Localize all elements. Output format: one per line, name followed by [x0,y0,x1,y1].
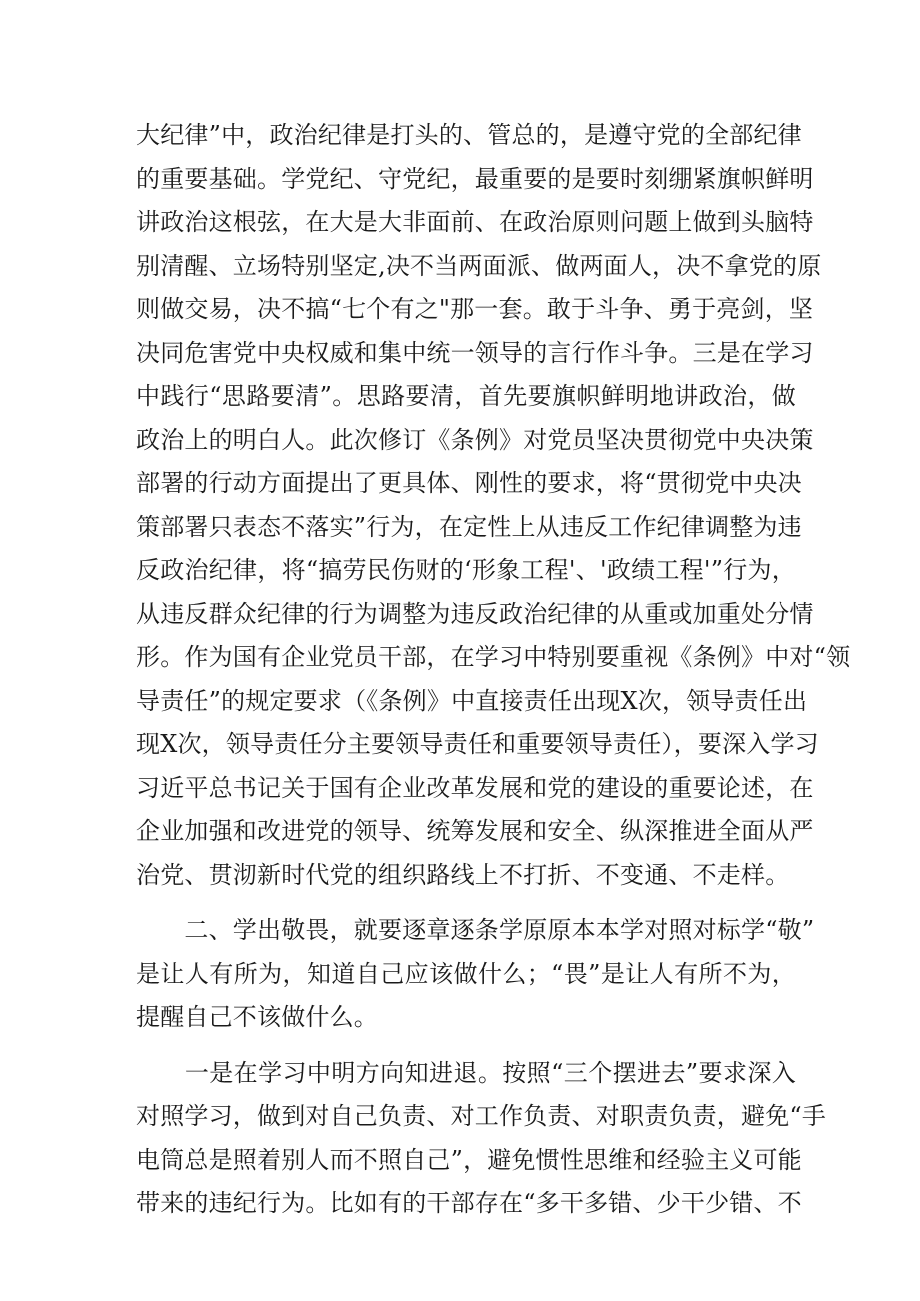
paragraph-spacer [136,897,796,909]
text-line: 现X次，领导责任分主要领导责任和重要领导责任），要深入学习 [136,730,819,758]
text-line: 中践行“思路要清”。思路要清，首先要旗帜鲜明地讲政治，做 [136,382,796,410]
text-line: 决同危害党中央权威和集中统一领导的言行作斗争。三是在学习 [136,338,814,367]
text-line: 一是在学习中明方向知进退。按照“三个摆进去”要求深入 [136,1058,796,1087]
text-line: 导责任”的规定要求（《条例》中直接责任出现X次，领导责任出 [136,686,808,715]
paragraph-3 [136,1052,827,1226]
text-line: 策部署只表态不落实”行为，在定性上从违反工作纪律调整为违 [136,512,802,541]
paragraph-spacer [136,1040,796,1052]
text-line: 讲政治这根弦，在大是大非面前、在政治原则问题上做到头脑特 [136,208,814,236]
text-line: 企业加强和改进党的领导、统筹发展和安全、纵深推进全面从严 [136,817,814,845]
paragraph-1 [136,114,851,897]
text-line: 形。作为国有企业党员干部，在学习中特别要重视《条例》中对“领 [136,643,851,671]
text-line: 提醒自己不该做什么。 [136,1003,378,1031]
text-line: 反政治纪律，将“搞劳民伤财的‘形象工程'、'政绩工程'”行为， [136,556,796,584]
text-line: 二、学出敬畏，就要逐章逐条学原原本本学对照对标学“敬” [136,916,815,944]
text-line: 带来的违纪行为。比如有的干部存在“多干多错、少干少错、不 [136,1189,802,1217]
document-body [136,114,851,1226]
text-line: 的重要基础。学党纪、守党纪，最重要的是要时刻绷紧旗帜鲜明 [136,164,814,193]
text-line: 对照学习，做到对自己负责、对工作负责、对职责负责，避免“手 [136,1102,827,1130]
text-line: 大纪律”中，政治纪律是打头的、管总的，是遵守党的全部纪律 [136,121,802,149]
text-line: 电筒总是照着别人而不照自己”，避免惯性思维和经验主义可能 [136,1145,802,1174]
text-line: 则做交易，决不搞“七个有之"那一套。敢于斗争、勇于亮剑，坚 [136,295,814,323]
text-line: 是让人有所为，知道自己应该做什么；“畏”是让人有所不为， [136,959,796,988]
text-line: 别清醒、立场特别坚定,决不当两面派、做两面人，决不拿党的原 [136,251,822,280]
text-line: 政治上的明白人。此次修订《条例》对党员坚决贯彻党中央决策 [136,425,814,454]
text-line: 治党、贯沏新时代党的组织路线上不打折、不变通、不走样。 [136,860,790,889]
paragraph-2 [136,909,815,1040]
text-line: 习近平总书记关于国有企业改革发展和党的建设的重要论述，在 [136,773,814,802]
text-line: 部署的行动方面提出了更具体、刚性的要求，将“贯彻党中央决 [136,469,802,497]
text-line: 从违反群众纪律的行为调整为违反政治纪律的从重或加重处分情 [136,599,814,628]
